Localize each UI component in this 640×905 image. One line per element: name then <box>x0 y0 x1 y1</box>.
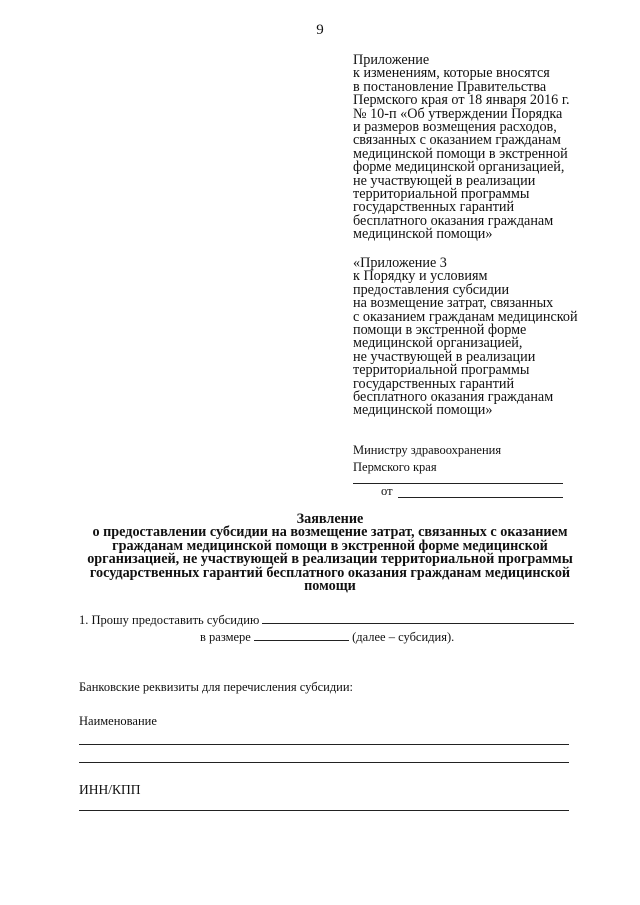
addressee-region: Пермского края <box>353 460 437 474</box>
from-field[interactable] <box>398 497 563 498</box>
addressee <box>353 442 501 476</box>
appendix-note-line: территориальной программы <box>353 186 530 203</box>
amount-label: в размере <box>200 630 251 644</box>
title-line: государственных гарантий бесплатного оказания гражданам медицинской <box>89 564 571 581</box>
name-field-line[interactable] <box>79 762 569 763</box>
title-heading: Заявление <box>296 511 364 527</box>
amount-suffix: (далее – субсидия). <box>352 630 455 644</box>
appendix-note-line: в постановление Правительства <box>353 78 547 95</box>
appendix-note-line: Приложение <box>353 52 430 68</box>
appendix-note-line: связанных с оказанием гражданам <box>353 132 561 149</box>
appendix-3-line: бесплатного оказания гражданам <box>353 389 554 406</box>
request-line <box>79 612 574 628</box>
from-label: от <box>381 484 393 498</box>
appendix-3-line: медицинской организацией, <box>353 335 523 352</box>
appendix-3-line: предоставления субсидии <box>353 281 510 298</box>
appendix-3-line: медицинской помощи» <box>353 402 493 419</box>
appendix-note-line: медицинской помощи» <box>353 226 493 243</box>
title-line: гражданам медицинской помощи в экстренной форме медицинской <box>112 537 548 554</box>
appendix-3-line: на возмещение затрат, связанных <box>353 295 554 312</box>
name-field-line[interactable] <box>79 744 569 745</box>
appendix-note <box>353 54 613 242</box>
appendix-note-line: медицинской помощи в экстренной <box>353 145 568 162</box>
appendix-note-line: форме медицинской организацией, <box>353 159 565 176</box>
amount-field[interactable] <box>254 629 349 641</box>
appendix-note-line: государственных гарантий <box>353 199 515 216</box>
name-label: Наименование <box>79 714 157 728</box>
appendix-3-line: не участвующей в реализации <box>353 348 536 365</box>
appendix-note-line: не участвующей в реализации <box>353 172 536 189</box>
appendix-note-line: к изменениям, которые вносятся <box>353 65 550 82</box>
appendix-3-line: «Приложение 3 <box>353 255 447 271</box>
request-label: 1. Прошу предоставить субсидию <box>79 613 260 627</box>
amount-line <box>200 629 454 645</box>
appendix-3-note <box>353 257 613 418</box>
appendix-3-line: с оказанием гражданам медицинской <box>353 308 578 325</box>
title-line: о предоставлении субсидии на возмещение затрат, связанных с оказанием <box>92 524 568 541</box>
appendix-note-line: Пермского края от 18 января 2016 г. <box>353 92 570 109</box>
document-title <box>60 513 600 593</box>
recipient-field[interactable] <box>262 612 574 624</box>
appendix-3-line: государственных гарантий <box>353 375 515 392</box>
appendix-3-line: территориальной программы <box>353 362 530 379</box>
inn-label: ИНН/КПП <box>79 782 141 797</box>
appendix-3-line: к Порядку и условиям <box>353 268 488 285</box>
bank-heading: Банковские реквизиты для перечисления субсидии: <box>79 680 354 694</box>
inn-field-line[interactable] <box>79 810 569 811</box>
appendix-note-line: бесплатного оказания гражданам <box>353 212 554 229</box>
title-line: помощи <box>304 578 356 595</box>
title-line: организацией, не участвующей в реализации территориальной программы <box>87 551 573 568</box>
addressee-title: Министру здравоохранения <box>353 443 502 457</box>
appendix-3-line: помощи в экстренной форме <box>353 322 527 339</box>
appendix-note-line: и размеров возмещения расходов, <box>353 119 557 136</box>
page-number: 9 <box>316 22 324 38</box>
appendix-note-line: № 10-п «Об утверждении Порядка <box>353 105 563 122</box>
